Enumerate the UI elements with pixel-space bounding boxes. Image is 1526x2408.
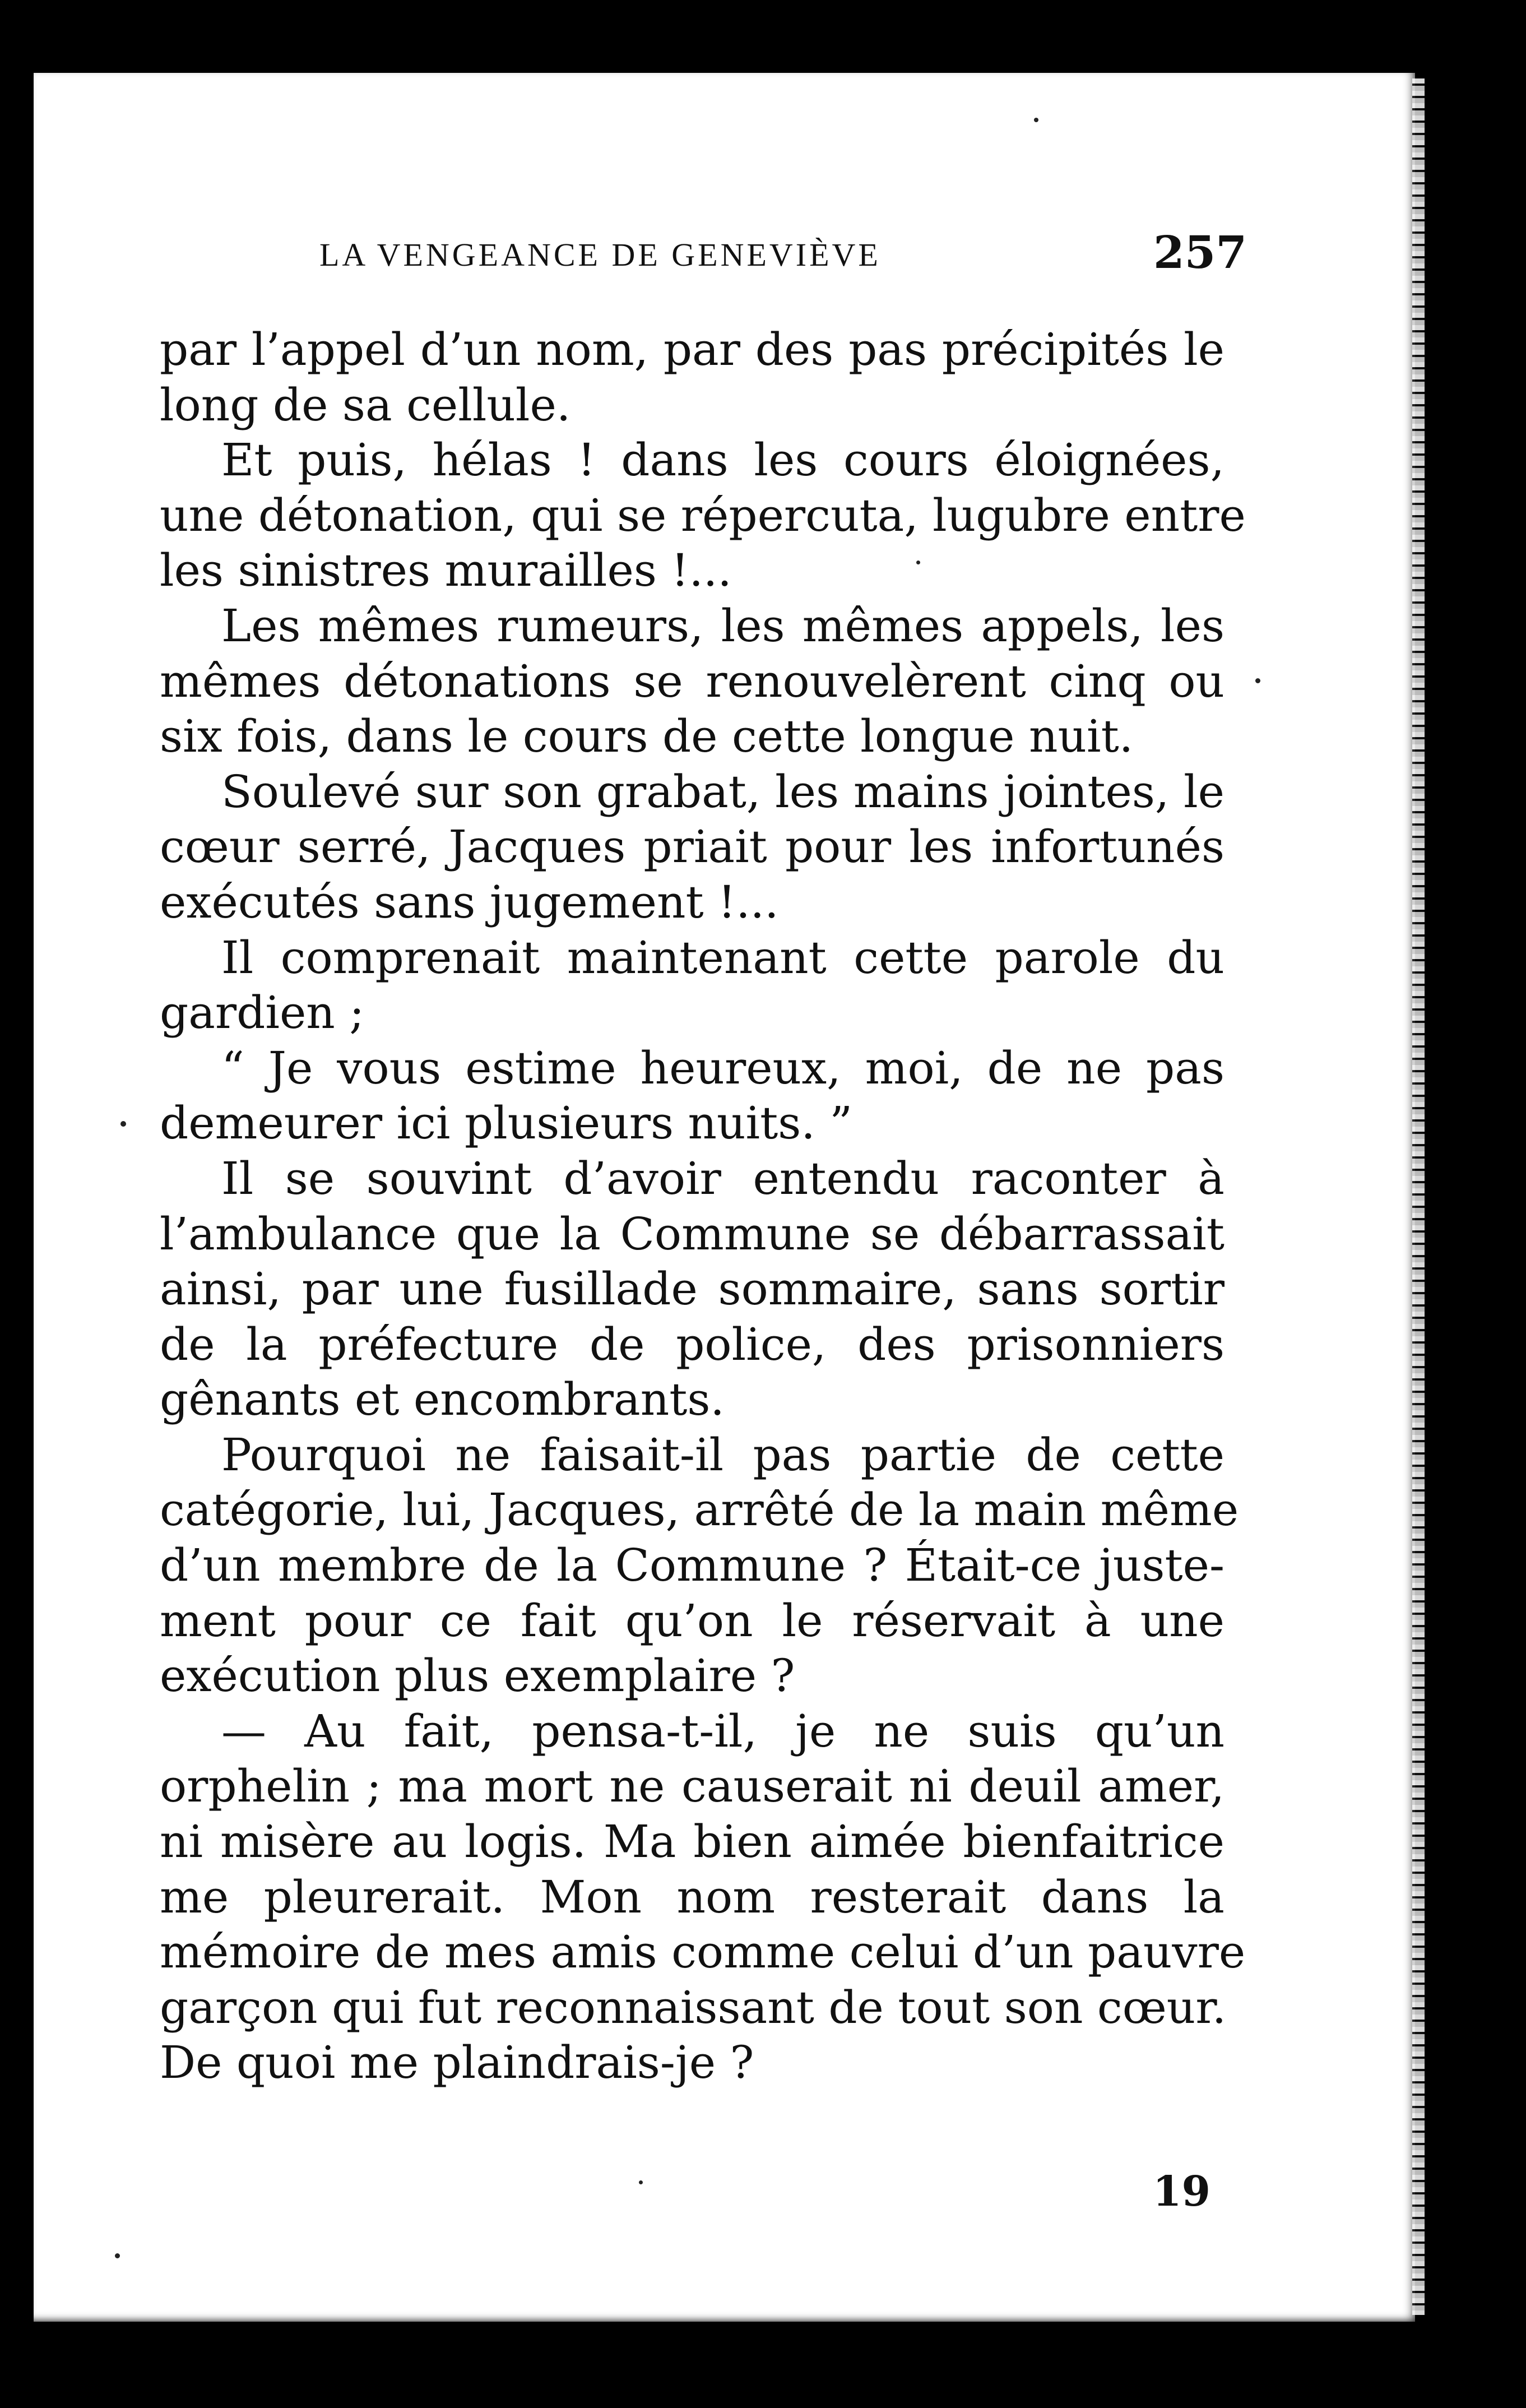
ink-speck — [1034, 118, 1038, 122]
text-line: garçon qui fut reconnaissant de tout son cœur. — [160, 1981, 1227, 2034]
text-line: l’ambulance que la Commune se débarrassait — [160, 1207, 1224, 1260]
text-line: Pourquoi ne faisait-il pas partie de cette — [221, 1428, 1224, 1481]
ink-speck — [1255, 678, 1260, 683]
body-text — [160, 322, 1246, 2133]
page-edge-shadow — [1412, 78, 1425, 2315]
text-line: — Au fait, pensa-t-il, je ne suis qu’un — [221, 1705, 1224, 1757]
page-number: 257 — [1153, 226, 1247, 279]
text-line: par l’appel d’un nom, par des pas précipités le — [160, 323, 1224, 376]
text-line: gênants et encombrants. — [160, 1373, 725, 1426]
text-line: Il se souvint d’avoir entendu raconter à — [221, 1152, 1224, 1205]
text-line: me pleurerait. Mon nom resterait dans la — [160, 1870, 1224, 1923]
text-line: d’un membre de la Commune ? Était-ce juste- — [160, 1539, 1224, 1592]
text-line: mêmes détonations se renouvelèrent cinq ou — [160, 655, 1224, 707]
text-line: cœur serré, Jacques priait pour les infortunés — [160, 821, 1224, 873]
text-line: une détonation, qui se répercuta, lugubre entre — [160, 489, 1246, 541]
ink-speck — [916, 561, 920, 564]
text-line: De quoi me plaindrais-je ? — [160, 2036, 754, 2089]
text-line: ment pour ce fait qu’on le réservait à une — [160, 1594, 1224, 1647]
text-line: les sinistres murailles !... — [160, 544, 732, 597]
text-line: catégorie, lui, Jacques, arrêté de la main même — [160, 1484, 1239, 1536]
text-line: Soulevé sur son grabat, les mains jointes, le — [221, 765, 1224, 818]
text-line: Et puis, hélas ! dans les cours éloignées, — [221, 434, 1224, 487]
text-line: orphelin ; ma mort ne causerait ni deuil amer, — [160, 1760, 1224, 1813]
ink-speck — [639, 2180, 643, 2184]
text-line: exécution plus exemplaire ? — [160, 1650, 795, 1702]
text-line: ni misère au logis. Ma bien aimée bienfaitrice — [160, 1816, 1224, 1868]
text-line: ainsi, par une fusillade sommaire, sans sortir — [160, 1263, 1224, 1316]
text-line: Il comprenait maintenant cette parole du — [221, 931, 1224, 984]
ink-speck — [115, 2253, 120, 2258]
text-line: de la préfecture de police, des prisonniers — [160, 1318, 1224, 1370]
text-line: exécutés sans jugement !... — [160, 876, 779, 928]
running-header: LA VENGEANCE DE GENEVIÈVE — [319, 237, 881, 273]
text-line: mémoire de mes amis comme celui d’un pauvre — [160, 1926, 1246, 1979]
text-line: demeurer ici plusieurs nuits. ” — [160, 1097, 853, 1150]
ink-speck — [120, 1121, 126, 1127]
text-line: gardien ; — [160, 987, 365, 1039]
text-line: Les mêmes rumeurs, les mêmes appels, les — [221, 599, 1224, 652]
text-line: long de sa cellule. — [160, 378, 571, 431]
text-line: six fois, dans le cours de cette longue nuit. — [160, 710, 1134, 763]
text-line: “ Je vous estime heureux, moi, de ne pas — [221, 1041, 1224, 1094]
signature-mark: 19 — [1153, 2168, 1210, 2216]
